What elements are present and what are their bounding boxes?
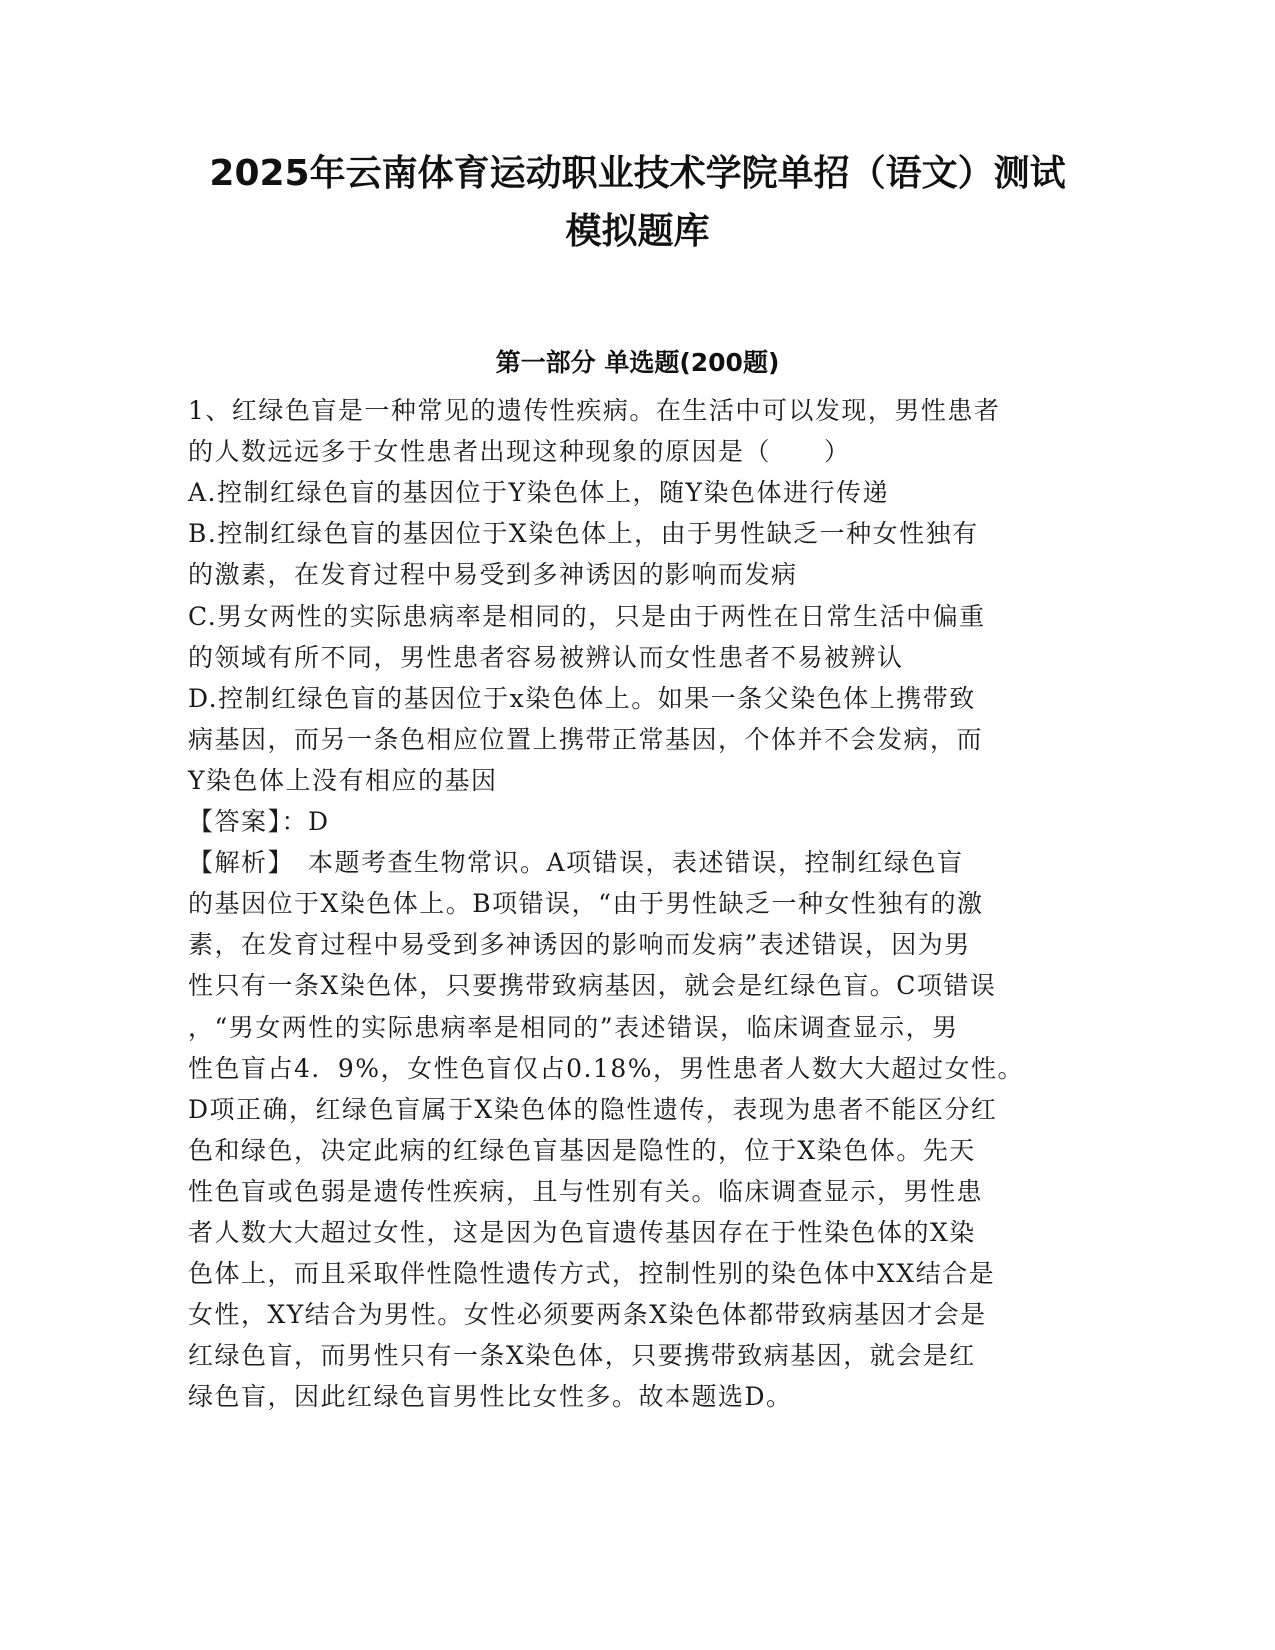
analysis-line: 绿色盲，因此红绿色盲男性比女性多。故本题选D。 [188, 1382, 793, 1412]
analysis-line: ，“男女两性的实际患病率是相同的”表述错误，临床调查显示，男 [188, 1012, 959, 1042]
analysis-line: 色和绿色，决定此病的红绿色盲基因是隐性的，位于X染色体。先天 [188, 1135, 976, 1165]
option-c-line: 的领域有所不同，男性患者容易被辨认而女性患者不易被辨认 [188, 642, 904, 672]
document-title-line-2: 模拟题库 [565, 211, 710, 252]
analysis-line: 素，在发育过程中易受到多神诱因的影响而发病”表述错误，因为男 [188, 930, 971, 960]
option-d-line: D.控制红绿色盲的基因位于x染色体上。如果一条父染色体上携带致 [188, 683, 976, 713]
analysis-line: 的基因位于X染色体上。B项错误，“由于男性缺乏一种女性独有的激 [188, 889, 984, 919]
option-c-line: C.男女两性的实际患病率是相同的，只是由于两性在日常生活中偏重 [188, 601, 986, 631]
analysis-line: 【解析】 本题考查生物常识。A项错误，表述错误，控制红绿色盲 [188, 848, 964, 878]
analysis-line: D项正确，红绿色盲属于X染色体的隐性遗传，表现为患者不能区分红 [188, 1094, 998, 1124]
question-stem-line: 的人数远远多于女性患者出现这种现象的原因是（ ） [188, 437, 851, 467]
option-d-line: Y染色体上没有相应的基因 [188, 765, 498, 795]
analysis-line: 红绿色盲，而男性只有一条X染色体，只要携带致病基因，就会是红 [188, 1341, 976, 1371]
analysis-line: 女性，XY结合为男性。女性必须要两条X染色体都带致病基因才会是 [188, 1300, 987, 1330]
analysis-line: 者人数大大超过女性，这是因为色盲遗传基因存在于性染色体的X染 [188, 1218, 976, 1247]
analysis-line: 色体上，而且采取伴性隐性遗传方式，控制性别的染色体中XX结合是 [188, 1259, 996, 1289]
section-heading: 第一部分 单选题(200题) [495, 348, 780, 377]
analysis-line: 性只有一条X染色体，只要携带致病基因，就会是红绿色盲。C项错误 [188, 971, 997, 1001]
question-stem-line: 1、红绿色盲是一种常见的遗传性疾病。在生活中可以发现，男性患者 [188, 396, 1001, 425]
analysis-line: 性色盲或色弱是遗传性疾病，且与性别有关。临床调查显示，男性患 [188, 1176, 984, 1206]
analysis-line: 性色盲占4．9%，女性色盲仅占0.18%，男性患者人数大大超过女性。 [188, 1053, 1024, 1083]
option-a: A.控制红绿色盲的基因位于Y染色体上，随Y染色体进行传递 [188, 478, 890, 508]
document-title-line-1: 2025年云南体育运动职业技术学院单招（语文）测试 [209, 153, 1066, 194]
option-b-line: B.控制红绿色盲的基因位于X染色体上，由于男性缺乏一种女性独有 [188, 519, 979, 549]
option-b-line: 的激素，在发育过程中易受到多神诱因的影响而发病 [188, 560, 798, 590]
answer-line: 【答案】：D [188, 807, 330, 836]
option-d-line: 病基因，而另一条色相应位置上携带正常基因，个体并不会发病，而 [188, 724, 984, 754]
